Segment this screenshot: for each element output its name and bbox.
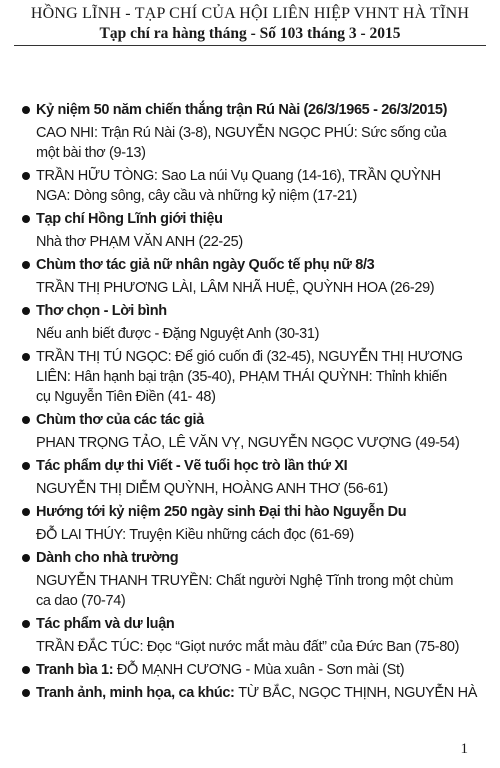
section-heading: Hướng tới kỷ niệm 250 ngày sinh Đại thi hào Nguyễn Du [36,504,407,520]
section-heading: Tác phẩm dự thi Viết - Vẽ tuổi học trò lần thứ XI [36,458,348,474]
bullet-icon [22,353,30,361]
bullet-icon [22,508,30,516]
toc-entry [22,456,472,476]
toc-line: TRẦN THỊ TÚ NGỌC: Để gió cuốn đi (32-45), NGUYỄN THỊ HƯƠNG [36,349,463,365]
toc-line: ca dao (70-74) [36,593,126,609]
bullet-icon [22,215,30,223]
magazine-title: HỒNG LĨNH - TẠP CHÍ CỦA HỘI LIÊN HIỆP VHNT HÀ TĨNH [30,5,470,22]
bullet-icon [22,554,30,562]
toc-label: Tranh bìa 1: [36,662,117,678]
bullet-icon [22,416,30,424]
toc-line: TRẦN THỊ PHƯƠNG LÀI, LÂM NHÃ HUỆ, QUỲNH HOA (26-29) [36,280,435,296]
bullet-icon [22,666,30,674]
toc-line: NGA: Dòng sông, cây cầu và những kỷ niệm (17-21) [36,188,357,204]
toc-label: Tranh ảnh, minh họa, ca khúc: [36,685,239,701]
header-divider [14,45,486,46]
toc-entry [22,301,472,321]
toc-entry [22,660,472,680]
toc-line: ĐỖ LAI THÚY: Truyện Kiều những cách đọc (61-69) [36,527,354,543]
toc-entry [22,166,472,206]
section-heading: Tác phẩm và dư luận [36,616,175,632]
page-number: 1 [460,741,468,757]
section-heading: Chùm thơ của các tác giả [36,412,204,428]
toc-entry [22,479,472,499]
page-header [0,0,500,43]
section-heading: Kỷ niệm 50 năm chiến thắng trận Rú Nài (26/3/1965 - 26/3/2015) [36,102,448,118]
toc-line: NGUYỄN THỊ DIỄM QUỲNH, HOÀNG ANH THƠ (56-61) [36,481,388,497]
toc-credits: TỪ BẮC, NGỌC THỊNH, NGUYỄN HÀ [238,685,478,701]
toc-entry [22,324,472,344]
toc-entry [22,548,472,568]
toc-line [36,660,472,680]
section-heading: Chùm thơ tác giả nữ nhân ngày Quốc tế phụ nữ 8/3 [36,257,375,273]
toc-line: NGUYỄN THANH TRUYỀN: Chất người Nghệ Tĩnh trong một chùm [36,573,454,589]
bullet-icon [22,261,30,269]
toc-entry [22,571,472,611]
table-of-contents [22,100,478,706]
toc-line: TRẦN ĐẮC TÚC: Đọc “Giọt nước mắt màu đất” của Đức Ban (75-80) [36,639,460,655]
section-heading: Thơ chọn - Lời bình [36,303,167,319]
toc-entry [22,255,472,275]
section-heading: Dành cho nhà trường [36,550,179,566]
bullet-icon [22,307,30,315]
bullet-icon [22,462,30,470]
toc-line: PHAN TRỌNG TẢO, LÊ VĂN VỴ, NGUYỄN NGỌC VƯỢNG (49-54) [36,435,460,451]
toc-credits: ĐỖ MẠNH CƯƠNG - Mùa xuân - Sơn mài (St) [116,662,405,678]
toc-entry [22,683,478,703]
bullet-icon [22,620,30,628]
toc-line: LIÊN: Hân hạnh bại trận (35-40), PHẠM THÁI QUỲNH: Thỉnh khiến [36,369,447,385]
bullet-icon [22,689,30,697]
toc-entry [22,232,472,252]
toc-entry [22,525,472,545]
toc-line: một bài thơ (9-13) [36,145,146,161]
toc-line: TRẦN HỮU TÒNG: Sao La núi Vụ Quang (14-16), TRẦN QUỲNH [36,168,441,184]
toc-entry [22,100,472,120]
toc-line: cụ Nguyễn Tiên Điền (41- 48) [36,389,216,405]
bullet-icon [22,172,30,180]
toc-entry [22,347,472,407]
toc-line [36,683,478,703]
toc-entry [22,637,472,657]
toc-entry [22,614,472,634]
toc-entry [22,410,472,430]
toc-entry [22,278,472,298]
issue-subtitle: Tạp chí ra hàng tháng - Số 103 tháng 3 - 2015 [99,25,401,42]
toc-entry [22,209,472,229]
toc-line: CAO NHI: Trận Rú Nài (3-8), NGUYỄN NGỌC PHÚ: Sức sống của [36,125,447,141]
toc-entry [22,123,472,163]
toc-entry [22,433,472,453]
toc-line: Nếu anh biết được - Đặng Nguyệt Anh (30-31) [36,326,320,342]
section-heading: Tạp chí Hồng Lĩnh giới thiệu [36,211,223,227]
toc-entry [22,502,472,522]
bullet-icon [22,106,30,114]
toc-line: Nhà thơ PHẠM VĂN ANH (22-25) [36,234,243,250]
